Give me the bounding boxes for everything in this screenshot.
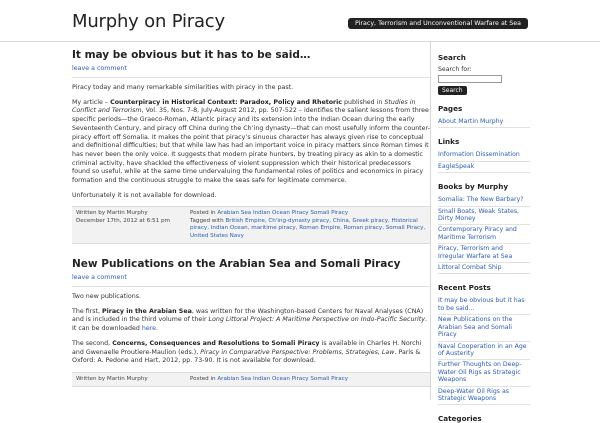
post-date: December 17th, 2012 at 6:51 pm (76, 217, 170, 224)
leave-comment-link[interactable] (72, 274, 430, 287)
post-categories-tags (190, 210, 426, 240)
post-paragraph (72, 308, 430, 334)
widget-title: Recent Posts (438, 283, 491, 293)
site-tagline: Piracy, Terrorism and Unconventional Warfare at Sea (348, 18, 528, 29)
text: . Paris & Oxford: A. Pedone and Hart, 2012, pp. 73-90. It is not available for download. (72, 348, 421, 365)
book-link[interactable]: Somalia: The New Barbary? (438, 195, 530, 206)
leave-comment-text[interactable]: leave a comment (72, 274, 127, 282)
book-link[interactable]: Littoral Combat Ship (438, 263, 530, 274)
post-meta (72, 206, 430, 244)
publication-title: Concerns, Consequences and Resolutions to Somali Piracy (112, 339, 320, 347)
post-meta (72, 372, 430, 387)
post-author: Written by Martin Murphy (76, 210, 148, 217)
post-paragraph (72, 340, 430, 366)
widget-title: Categories (438, 414, 482, 423)
post-title[interactable]: It may be obvious but it has to be said… (72, 49, 311, 61)
site-title[interactable]: Murphy on Piracy (72, 11, 225, 32)
search-input[interactable] (438, 75, 502, 83)
posted-in-label: Posted in (190, 375, 218, 382)
post-paragraph: Piracy today and many remarkable similarities with piracy in the past. (72, 84, 294, 91)
text: , was written for the Washington-based Centers for Naval Analyses (CNA) and is included in the third volume of their (72, 307, 424, 324)
tagged-label: Tagged with (190, 217, 226, 224)
link-eaglespeak[interactable]: EagleSpeak (438, 162, 530, 173)
recent-post-link[interactable]: Naval Cooperation in an Age of Austerity (438, 342, 530, 361)
text: The first, (72, 307, 103, 315)
book-link[interactable]: Piracy, Terrorism and Irregular Warfare at Sea (438, 244, 530, 263)
links-widget (438, 137, 600, 173)
post-author: Written by Martin Murphy (76, 375, 148, 382)
books-widget (438, 182, 600, 274)
category-links[interactable]: Arabian Sea Indian Ocean Piracy Somali Piracy (217, 210, 349, 217)
post-paragraph: Unfortunately it is not available for download. (72, 191, 217, 199)
volume-title: Long Littoral Project: A Maritime Perspective on Indo-Pacific Security (208, 316, 425, 324)
posted-in-label: Posted in (190, 210, 218, 217)
text: is available in Charles H. Norchi and Gwenaelle Proutiere-Maulion (eds.), (72, 339, 422, 356)
recent-post-link[interactable]: Further Thoughts on Deep-Water Oil Rigs as Strategic Weapons (438, 360, 530, 386)
post-categories-tags (190, 376, 426, 383)
site-header (0, 0, 600, 42)
post-author-date (76, 210, 190, 240)
sidebar (430, 42, 600, 423)
text: . It can be downloaded (72, 316, 427, 333)
widget-title: Books by Murphy (438, 182, 509, 192)
article-title: Counterpiracy in Historical Context: Paradox, Policy and Rhetoric (110, 98, 343, 106)
leave-comment-text[interactable]: leave a comment (72, 65, 127, 72)
text: My article – (72, 98, 111, 106)
search-label: Search for: (438, 66, 472, 73)
text: . (156, 325, 159, 333)
book-link[interactable]: Contemporary Piracy and Maritime Terrorism (438, 225, 530, 244)
publication-title: Piracy in the Arabian Sea (102, 307, 192, 315)
post-author-date (76, 376, 190, 383)
search-widget (438, 53, 600, 95)
post-title[interactable]: New Publications on the Arabian Sea and Somali Piracy (72, 258, 401, 271)
main-content (72, 42, 430, 400)
book-title: Piracy in Comparative Perspective: Problems, Strategies, Law (200, 348, 395, 356)
leave-comment-link[interactable] (72, 65, 430, 78)
recent-post-link[interactable]: Deep-Water Oil Rigs as Strategic Weapons (438, 387, 530, 406)
journal-title: Studies in Conflict and Terrorism (72, 98, 416, 115)
tag-links[interactable]: British Empire, Ch'ing-dynasty piracy, China, Greek piracy, Historical piracy, Indian Ocean, maritime piracy, Roman Empire, Roman piracy, Somali Piracy, United States Navy (190, 217, 426, 239)
post-paragraph (72, 99, 430, 186)
download-link[interactable]: here (141, 325, 157, 333)
book-link[interactable]: Small Boats, Weak States, Dirty Money (438, 207, 530, 226)
widget-title: Search (438, 53, 466, 62)
text: published in (342, 98, 385, 106)
text: The second, (72, 339, 113, 347)
recent-post-link[interactable]: It may be obvious but it has to be said… (438, 296, 530, 315)
recent-posts-widget (438, 283, 600, 405)
widget-title: Links (438, 137, 460, 147)
category-links[interactable]: Arabian Sea Indian Ocean Piracy Somali Piracy (217, 375, 349, 382)
recent-post-link[interactable]: New Publications on the Arabian Sea and Somali Piracy (438, 315, 530, 341)
post (72, 258, 430, 387)
categories-widget (438, 414, 600, 423)
link-information-dissemination[interactable]: Information Dissemination (438, 150, 530, 161)
widget-title: Pages (438, 104, 463, 113)
pages-widget (438, 104, 600, 128)
search-button[interactable]: Search (438, 86, 467, 95)
post-paragraph: Two new publications. (72, 293, 141, 301)
text: , Vol. 35, Nos. 7-8, July-August 2012, pp. 507-522 – identifies the salient lessons from three specific periods—the Graeco-Roman, Atlantic piracy and its extension into the Indian Ocean during the early Seventeenth Century, and piracy off China during the Ch’ing dynasty—that can most usefully inform the counter-piracy effort off Somalia. It makes the point that piracy’s sinuous character has always given rise to conceptual and definitional difficulties; but that while law has had an important voice in piracy matters since Roman times it has never been the only voice. It suggests that modern pirate hunters, by treating piracy as akin to a domestic criminal activity, have shackled the effectiveness of violent suppression which their historical predecessors found so useful, while at the same time undervaluing the fundamental roles of politics and economics in piracy formation and the continuous struggle to make the seas safe for legitimate commerce. (72, 107, 430, 185)
post (72, 49, 430, 244)
page-link-about[interactable]: About Martin Murphy (438, 117, 530, 128)
